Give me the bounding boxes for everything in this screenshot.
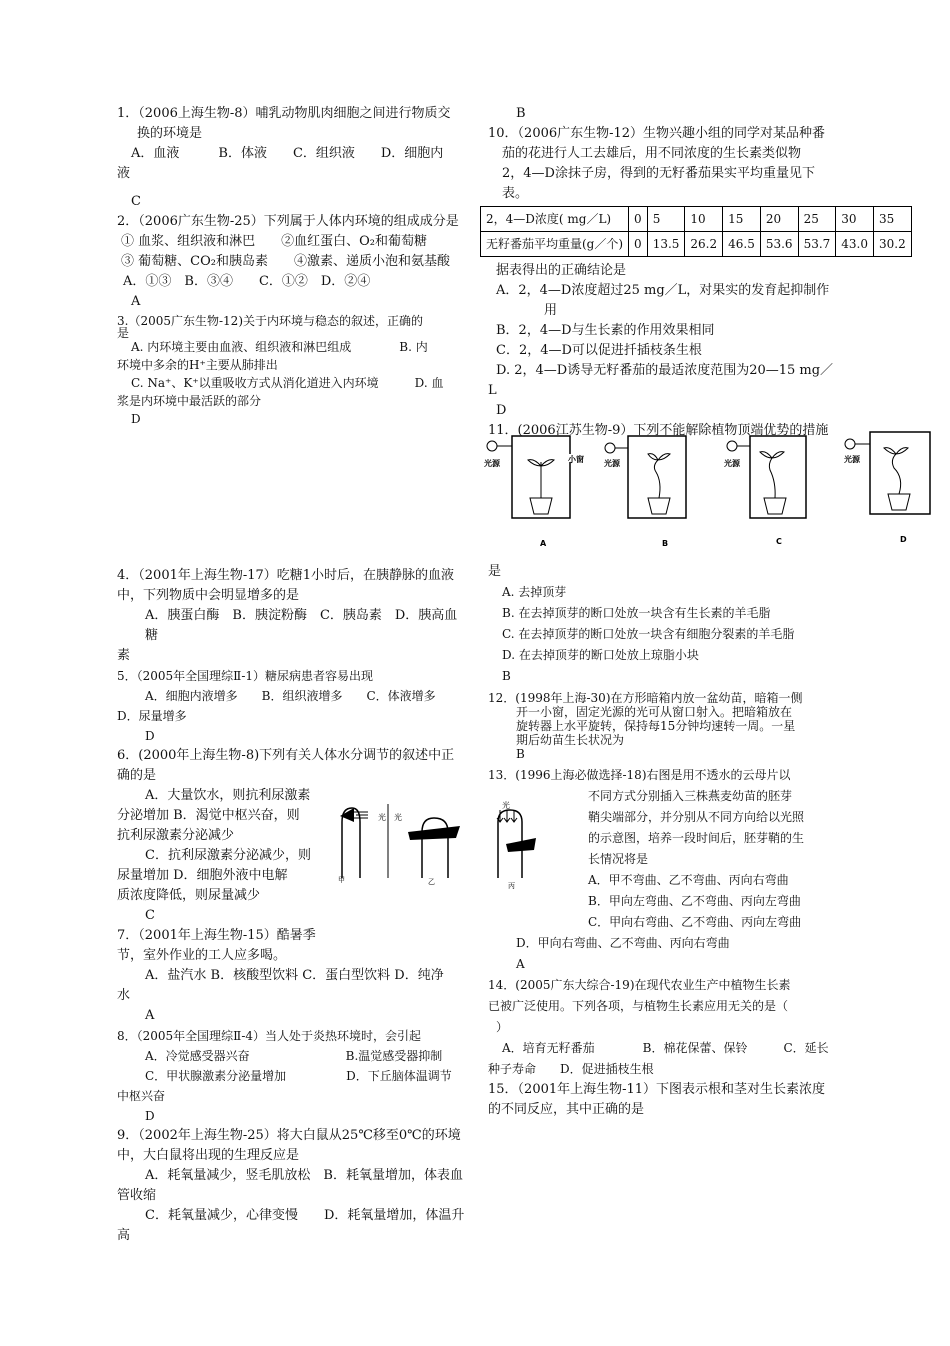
q10-answer: D bbox=[496, 403, 507, 418]
b-label: B bbox=[662, 539, 669, 548]
q6-answer: C bbox=[145, 908, 155, 923]
q1-stem: 1．（2006上海生物-8）哺乳动物肌肉细胞之间进行物质交 bbox=[117, 106, 451, 121]
box-b bbox=[604, 436, 686, 548]
q13-line1: 不同方式分别插入三株燕麦幼苗的胚芽 bbox=[588, 789, 793, 803]
q8-line2: C．甲状腺激素分泌量增加 D．下丘脑体温调节 bbox=[145, 1069, 452, 1083]
q13-option-b: B．甲向左弯曲、乙不弯曲、丙向左弯曲 bbox=[588, 894, 801, 908]
a-window-label: 小窗 bbox=[568, 455, 584, 464]
q14-stem-cont: 已被广泛使用。下列各项，与植物生长素应用无关的是（ bbox=[488, 999, 789, 1013]
table-cell: 20 bbox=[760, 207, 798, 232]
q2-stem: 2．（2006广东生物-25）下列属于人体内环境的组成成分是 bbox=[117, 214, 459, 229]
q10-stem-cont: 茄的花进行人工去雄后，用不同浓度的生长素类似物 bbox=[502, 146, 802, 161]
table-cell: 35 bbox=[874, 207, 912, 232]
q2-line1: ① 血浆、组织液和淋巴 ②血红蛋白、O₂和葡萄糖 bbox=[121, 234, 428, 249]
q4-options: A．胰蛋白酶 B．胰淀粉酶 C．胰岛素 D．胰高血糖 bbox=[145, 608, 458, 643]
q11-option-a: A. 去掉顶芽 bbox=[502, 585, 567, 599]
q9-stem-cont: 中，大白鼠将出现的生理反应是 bbox=[117, 1148, 300, 1163]
top-answer: B bbox=[516, 106, 526, 121]
q7-stem-cont: 节，室外作业的工人应多喝。 bbox=[117, 948, 287, 963]
q9-line3: C．耗氧量减少，心律变慢 D．耗氧量增加，体温升 bbox=[145, 1208, 465, 1223]
q8-stem: 8．（2005年全国理综Ⅱ-4）当人处于炎热环境时，会引起 bbox=[117, 1029, 422, 1043]
a-light-label: 光源 bbox=[484, 459, 500, 468]
q3-answer: D bbox=[131, 412, 141, 426]
c-label: C bbox=[776, 537, 782, 546]
q10-stem: 10．（2006广东生物-12）生物兴趣小组的同学对某品种番 bbox=[488, 126, 826, 141]
table-cell: 26.2 bbox=[685, 232, 723, 257]
left-column bbox=[117, 104, 467, 428]
q13-option-c: C．甲向右弯曲、乙不弯曲、丙向左弯曲 bbox=[588, 915, 802, 929]
q2-line2: ③ 葡萄糖、CO₂和胰岛素 ④激素、递质小泡和氨基酸 bbox=[121, 254, 450, 269]
q14-stem: 14．(2005广东大综合-19)在现代农业生产中植物生长素 bbox=[488, 978, 791, 992]
table-cell: 13.5 bbox=[647, 232, 685, 257]
q12-line4: 期后幼苗生长状况为 bbox=[516, 733, 625, 747]
table-header: 2，4—D浓度( mg／L) bbox=[481, 207, 629, 232]
q11-option-b: B. 在去掉顶芽的断口处放一块含有生长素的羊毛脂 bbox=[502, 606, 771, 620]
coleoptile-jia bbox=[338, 808, 386, 884]
q10-after: 据表得出的正确结论是 bbox=[496, 263, 627, 278]
q15-stem-cont: 的不同反应，其中正确的是 bbox=[488, 1102, 645, 1117]
box-c bbox=[724, 436, 806, 546]
q3-option-c: C. Na⁺、K⁺以重吸收方式从消化道进入内环境 D. 血 bbox=[131, 376, 444, 390]
q3-option-a-cont: 环境中多余的H⁺主要从肺排出 bbox=[117, 358, 278, 372]
box-d bbox=[844, 432, 930, 544]
table-cell: 30 bbox=[836, 207, 874, 232]
q10-stem-cont2: 2，4—D涂抹子房，得到的无籽番茄果实平均重量见下表。 bbox=[502, 166, 815, 201]
q13-line4: 长情况将是 bbox=[588, 852, 649, 866]
left-column-lower bbox=[117, 566, 467, 1246]
q8-line1: A．冷觉感受器兴奋 B.温觉感受器抑制 bbox=[145, 1049, 443, 1063]
q15-stem: 15．（2001年上海生物-11）下图表示根和茎对生长素浓度 bbox=[488, 1082, 826, 1097]
q6-line5: 尿量增加 D．细胞外液中电解 bbox=[117, 868, 288, 883]
q3-option-c-cont: 浆是内环境中最活跃的部分 bbox=[117, 394, 262, 408]
q12-answer: B bbox=[516, 747, 525, 761]
table-cell: 30.2 bbox=[874, 232, 912, 257]
q5-options-cont: D．尿量增多 bbox=[117, 709, 187, 723]
q13-option-a: A．甲不弯曲、乙不弯曲、丙向右弯曲 bbox=[588, 873, 789, 887]
q1-answer: C bbox=[131, 194, 141, 209]
q9-stem: 9．（2002年上海生物-25）将大白鼠从25℃移至0℃的环境 bbox=[117, 1128, 461, 1143]
q4-stem-cont: 中，下列物质中会明显增多的是 bbox=[117, 588, 300, 603]
q13-answer: A bbox=[516, 957, 525, 971]
table-cell: 5 bbox=[647, 207, 685, 232]
q13-line3: 的示意图，培养一段时间后，胚芽鞘的生 bbox=[588, 831, 805, 845]
q2-answer: A bbox=[131, 294, 141, 309]
q11-option-c: C. 在去掉顶芽的断口处放一块含有细胞分裂素的羊毛脂 bbox=[502, 627, 795, 641]
d-label: D bbox=[900, 535, 907, 544]
q6-line4: C．抗利尿激素分泌减少，则 bbox=[145, 848, 311, 863]
q14-options-cont: 种子寿命 D．促进插枝生根 bbox=[488, 1062, 654, 1076]
coleoptile-yi bbox=[388, 804, 460, 886]
b-light-label: 光源 bbox=[604, 459, 620, 468]
q10-option-a-cont: 用 bbox=[544, 303, 558, 318]
right-column-lower bbox=[488, 562, 838, 1120]
q12-line2: 开一小窗，固定光源的光可从窗口射入。把暗箱放在 bbox=[516, 705, 793, 719]
q1-stem-cont: 换的环境是 bbox=[137, 126, 203, 141]
a-label: A bbox=[540, 539, 547, 548]
q10-option-d-cont: L bbox=[488, 383, 497, 398]
jia-label: 甲 bbox=[338, 876, 345, 884]
bing-label: 丙 bbox=[508, 882, 515, 890]
q10-option-c: C．2，4—D可以促进扦插枝条生根 bbox=[496, 343, 702, 358]
q6-line1: A．大量饮水，则抗利尿激素 bbox=[145, 788, 311, 803]
q6-line2: 分泌增加 B．渴觉中枢兴奋，则 bbox=[117, 808, 300, 823]
table-cell: 10 bbox=[685, 207, 723, 232]
q4-stem: 4．（2001年上海生物-17）吃糖1小时后，在胰静脉的血液 bbox=[117, 568, 455, 583]
table-header: 无籽番茄平均重量(g／个) bbox=[481, 232, 629, 257]
q14-options: A．培育无籽番茄 B．棉花保蕾、保铃 C．延长 bbox=[502, 1041, 829, 1055]
q7-options: A．盐汽水 B．核酸型饮料 C．蛋白型饮料 D．纯净 bbox=[145, 968, 444, 983]
q4-options-cont: 素 bbox=[117, 648, 131, 663]
jia-light-label: 光 bbox=[378, 813, 386, 822]
q12-line1: 12．(1998年上海-30)在方形暗箱内放一盆幼苗，暗箱一侧 bbox=[488, 691, 803, 705]
q10-table bbox=[480, 206, 912, 257]
table-cell: 46.5 bbox=[723, 232, 761, 257]
q1-options: A．血液 B．体液 C．组织液 D．细胞内 bbox=[131, 146, 444, 161]
q10-option-a: A．2，4—D浓度超过25 mg／L，对果实的发育起抑制作 bbox=[496, 283, 830, 298]
right-column bbox=[486, 104, 906, 441]
q7-stem: 7．（2001年上海生物-15）酷暑季 bbox=[117, 928, 316, 943]
table-row bbox=[481, 232, 912, 257]
d-light-label: 光源 bbox=[844, 455, 860, 464]
table-row bbox=[481, 207, 912, 232]
q9-line1: A．耗氧量减少，竖毛肌放松 B．耗氧量增加，体表血 bbox=[145, 1168, 463, 1183]
q6-stem: 6．(2000年上海生物-8)下列有关人体水分调节的叙述中正 bbox=[117, 748, 455, 763]
table-cell: 0 bbox=[629, 232, 648, 257]
q5-stem: 5．（2005年全国理综Ⅱ-1）糖尿病患者容易出现 bbox=[117, 669, 374, 683]
q1-options-cont: 液 bbox=[117, 166, 131, 181]
q8-line3: 中枢兴奋 bbox=[117, 1089, 166, 1103]
q3-option-a: A. 内环境主要由血液、组织液和淋巴组成 B. 内 bbox=[131, 340, 428, 354]
q13-line2: 鞘尖端部分，并分别从不同方向给以光照 bbox=[588, 810, 805, 824]
q6-line3: 抗利尿激素分泌减少 bbox=[117, 828, 235, 843]
q10-option-b: B．2，4—D与生长素的作用效果相同 bbox=[496, 323, 715, 338]
q6-line6: 质浓度降低，则尿量减少 bbox=[117, 888, 261, 903]
q13-stem: 13．(1996上海必做选择-18)右图是用不透水的云母片以 bbox=[488, 768, 791, 782]
table-cell: 53.6 bbox=[760, 232, 798, 257]
q7-answer: A bbox=[145, 1008, 155, 1023]
q5-options: A．细胞内液增多 B．组织液增多 C．体液增多 bbox=[145, 689, 436, 703]
table-cell: 25 bbox=[798, 207, 836, 232]
table-cell: 15 bbox=[723, 207, 761, 232]
q9-line4: 高 bbox=[117, 1228, 131, 1243]
q9-line2: 管收缩 bbox=[117, 1188, 157, 1203]
yi-label: 乙 bbox=[428, 878, 435, 886]
table-cell: 53.7 bbox=[798, 232, 836, 257]
c-light-label: 光源 bbox=[724, 459, 740, 468]
table-cell: 0 bbox=[629, 207, 648, 232]
q7-options-cont: 水 bbox=[117, 988, 131, 1003]
bing-light-label: 光 bbox=[502, 801, 510, 810]
q13-option-d: D．甲向右弯曲、乙不弯曲、丙向右弯曲 bbox=[516, 936, 730, 950]
table-cell: 43.0 bbox=[836, 232, 874, 257]
q12-line3: 旋转器上水平旋转，保持每15分钟均速转一周。一星 bbox=[516, 719, 796, 733]
q5-answer: D bbox=[145, 729, 155, 743]
q2-options: A．①③ B．③④ C．①② D．②④ bbox=[123, 274, 371, 289]
yi-light-label: 光 bbox=[394, 813, 402, 822]
box-a bbox=[484, 436, 584, 548]
q8-answer: D bbox=[145, 1109, 155, 1123]
q11-stem: 11．(2006江苏生物-9）下列不能解除植物顶端优势的措施 bbox=[488, 423, 829, 438]
q11-option-d: D. 在去掉顶芽的断口处放上琼脂小块 bbox=[502, 648, 699, 662]
q6-stem-cont: 确的是 bbox=[117, 768, 157, 783]
q10-option-d: D. 2，4—D诱导无籽番茄的最适浓度范围为20—15 mg／ bbox=[496, 363, 834, 378]
plant-box-figure bbox=[484, 428, 950, 548]
q11-answer: B bbox=[502, 669, 511, 683]
q3-stem: 3.（2005广东生物-12)关于内环境与稳态的叙述，正确的 bbox=[117, 314, 423, 328]
q14-stem-cont2: ） bbox=[496, 1020, 509, 1034]
q3-stem-cont: 是 bbox=[117, 326, 130, 340]
q11-cont: 是 bbox=[488, 564, 502, 579]
